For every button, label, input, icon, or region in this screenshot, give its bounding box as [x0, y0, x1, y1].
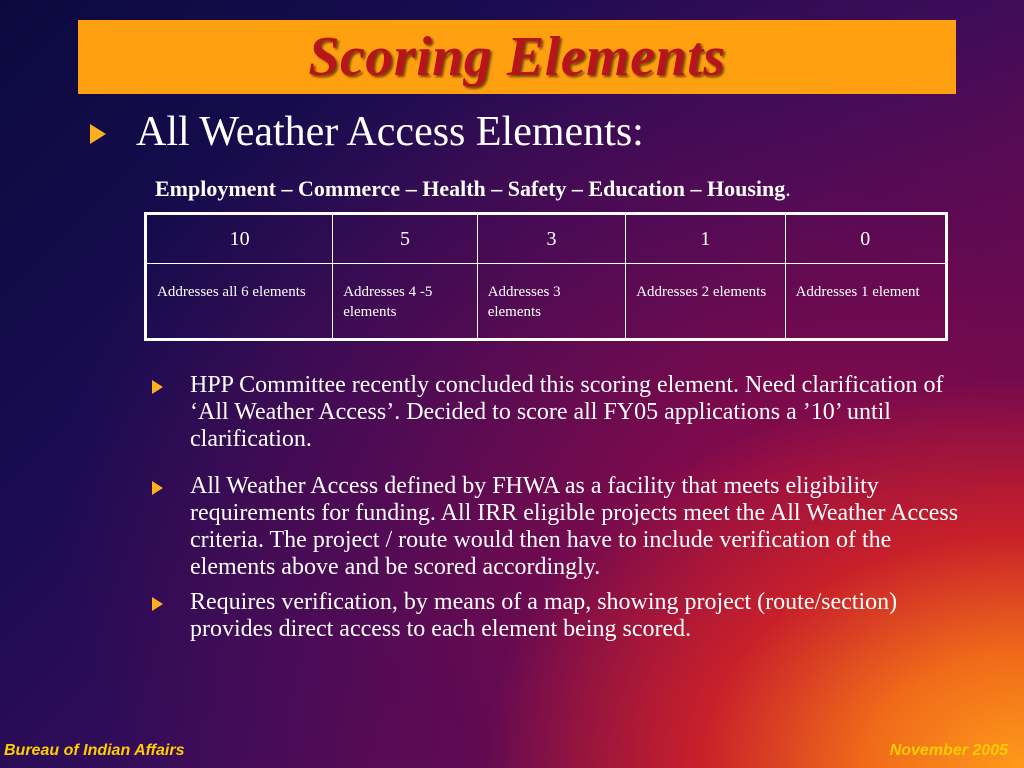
slide-title: Scoring Elements	[308, 26, 726, 88]
description-cell-3: Addresses 3 elements	[477, 264, 625, 340]
score-cell-3: 3	[477, 214, 625, 264]
scoring-table	[144, 212, 948, 341]
footer-organization: Bureau of Indian Affairs	[4, 742, 185, 759]
sub-bullet-text: Requires verification, by means of a map, showing project (route/section) provides direct access to each element being scored.	[190, 589, 898, 642]
title-bar	[78, 20, 956, 94]
score-cell-10: 10	[146, 214, 333, 264]
score-header-row	[146, 214, 947, 264]
description-cell-5: Addresses 4 -5 elements	[333, 264, 478, 340]
description-cell-1: Addresses 2 elements	[626, 264, 785, 340]
sub-bullet-item	[152, 372, 962, 453]
score-cell-1: 1	[626, 214, 785, 264]
arrow-bullet-icon	[90, 124, 106, 144]
elements-subtitle	[155, 176, 791, 202]
footer-date: November 2005	[889, 742, 1008, 759]
arrow-bullet-icon	[152, 380, 163, 394]
sub-bullet-text: HPP Committee recently concluded this scoring element. Need clarification of ‘All Weather Access’. Decided to score all FY05 applications a ’10’ until clarification.	[190, 372, 944, 452]
main-bullet-text: All Weather Access Elements:	[136, 109, 644, 155]
sub-bullet-item	[152, 473, 962, 581]
arrow-bullet-icon	[152, 481, 163, 495]
sub-bullet-item	[152, 589, 962, 643]
arrow-bullet-icon	[152, 597, 163, 611]
sub-bullet-list	[152, 372, 962, 643]
score-description-row	[146, 264, 947, 340]
elements-list: Employment – Commerce – Health – Safety – Education – Housing	[155, 176, 786, 201]
elements-list-period: .	[785, 176, 791, 201]
score-cell-0: 0	[785, 214, 946, 264]
description-cell-0: Addresses 1 element	[785, 264, 946, 340]
score-cell-5: 5	[333, 214, 478, 264]
description-cell-10: Addresses all 6 elements	[146, 264, 333, 340]
sub-bullet-text: All Weather Access defined by FHWA as a facility that meets eligibility requirements for funding. All IRR eligible projects meet the All Weather Access criteria. The project / route would then have to include verification of the elements above and be scored accordingly.	[190, 473, 959, 580]
main-bullet	[90, 108, 644, 156]
